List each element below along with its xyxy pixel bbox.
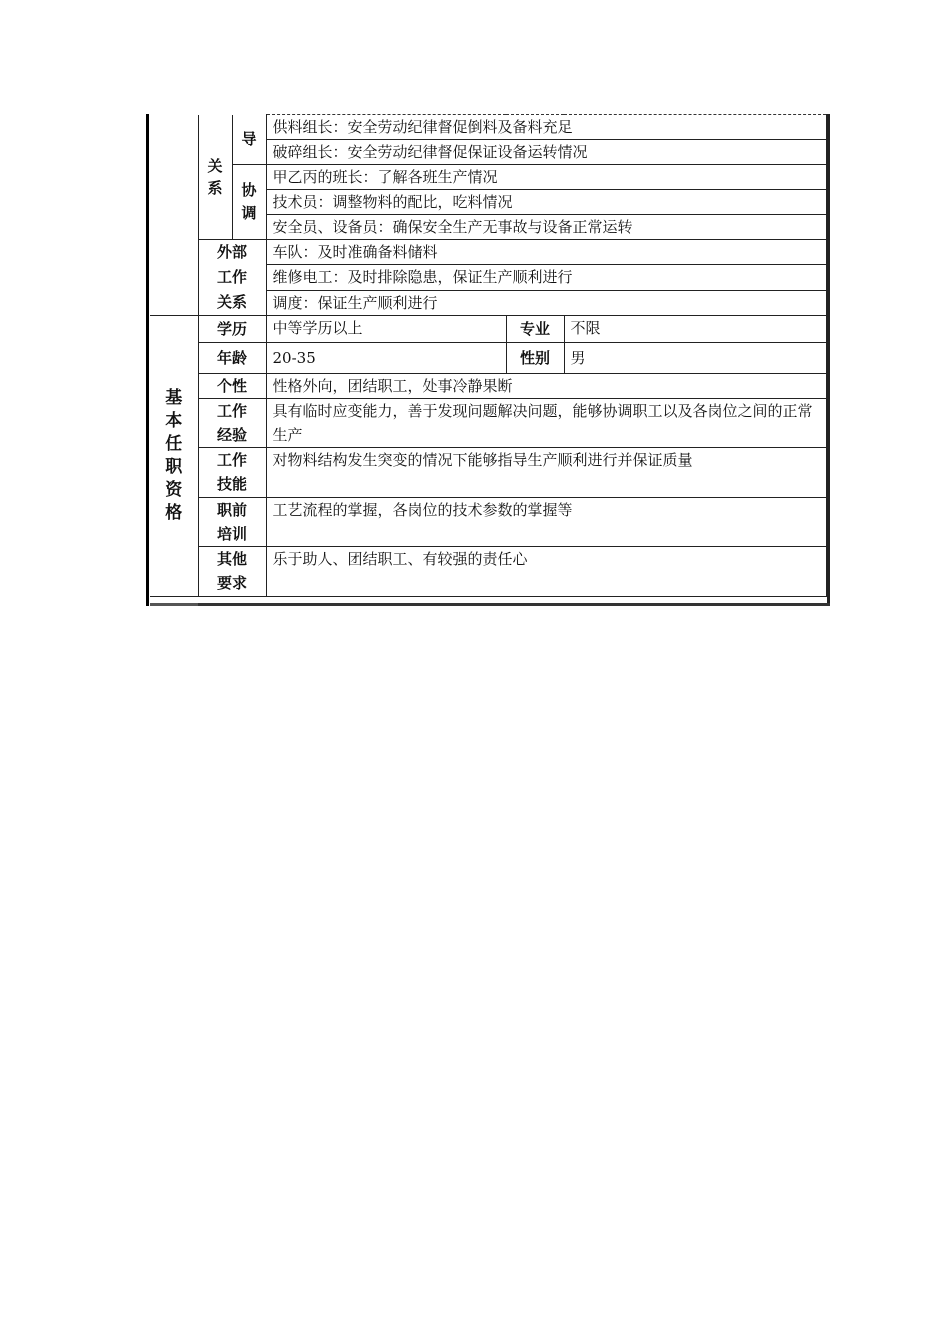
internal-relations-label <box>198 115 232 240</box>
lead-row-2-text: 破碎组长：安全劳动纪律督促保证设备运转情况 <box>266 140 826 165</box>
coord-label-text: 协调 <box>241 181 257 222</box>
relations-and-qualifications-table <box>150 114 827 597</box>
external-row-2-text: 维修电工：及时排除隐患，保证生产顺利进行 <box>266 265 826 290</box>
training-label <box>198 498 266 547</box>
skills-label <box>198 448 266 498</box>
lead-label-text: 导 <box>241 130 257 149</box>
gender-value: 男 <box>564 343 826 374</box>
age-value: 20-35 <box>266 343 506 374</box>
personality-value: 性格外向，团结职工，处事冷静果断 <box>266 374 826 399</box>
coord-row-2-text: 技术员：调整物料的配比，吃料情况 <box>266 190 826 215</box>
lead-label <box>232 115 266 165</box>
training-label-text: 职前培训 <box>216 501 247 543</box>
internal-relations-text: 关系 <box>207 156 223 197</box>
qualifications-section-label <box>150 316 198 597</box>
skills-value: 对物料结构发生突变的情况下能够指导生产顺利进行并保证质量 <box>266 448 826 498</box>
coord-label <box>232 165 266 240</box>
table-frame-left <box>146 114 149 606</box>
skills-row <box>150 448 826 498</box>
other-row <box>150 547 826 597</box>
coord-row-1-text: 甲乙丙的班长：了解各班生产情况 <box>266 165 826 190</box>
personality-label: 个性 <box>198 374 266 399</box>
coord-row-1 <box>150 165 826 190</box>
relations-section-blank <box>150 115 198 316</box>
experience-row <box>150 399 826 448</box>
age-row <box>150 343 826 374</box>
external-row-1 <box>150 240 826 265</box>
job-description-table <box>146 114 828 606</box>
qualifications-section-text: 基本任职资格 <box>165 388 183 523</box>
lead-row-1-text: 供料组长：安全劳动纪律督促倒料及备料充足 <box>266 115 826 140</box>
table-frame-bottom-left <box>150 603 198 606</box>
experience-value: 具有临时应变能力，善于发现问题解决问题，能够协调职工以及各岗位之间的正常生产 <box>266 399 826 448</box>
gender-label: 性别 <box>506 343 564 374</box>
table-frame-bottom <box>198 603 830 606</box>
external-row-1-text: 车队：及时准确备料储料 <box>266 240 826 265</box>
skills-label-text: 工作技能 <box>216 451 247 493</box>
personality-row <box>150 374 826 399</box>
lead-row-1 <box>150 115 826 140</box>
external-relations-label <box>198 240 266 316</box>
education-label: 学历 <box>198 316 266 343</box>
table-frame-right <box>827 114 830 606</box>
coord-row-3-text: 安全员、设备员：确保安全生产无事故与设备正常运转 <box>266 215 826 240</box>
external-row-3-text: 调度：保证生产顺利进行 <box>266 290 826 315</box>
training-row <box>150 498 826 547</box>
other-label <box>198 547 266 597</box>
age-label: 年龄 <box>198 343 266 374</box>
other-value: 乐于助人、团结职工、有较强的责任心 <box>266 547 826 597</box>
education-row <box>150 316 826 343</box>
experience-label <box>198 399 266 448</box>
other-label-text: 其他要求 <box>216 550 247 592</box>
education-value: 中等学历以上 <box>266 316 506 343</box>
experience-label-text: 工作经验 <box>216 402 247 444</box>
major-label: 专业 <box>506 316 564 343</box>
training-value: 工艺流程的掌握，各岗位的技术参数的掌握等 <box>266 498 826 547</box>
major-value: 不限 <box>564 316 826 343</box>
external-relations-text: 外部工作关系 <box>216 243 247 311</box>
